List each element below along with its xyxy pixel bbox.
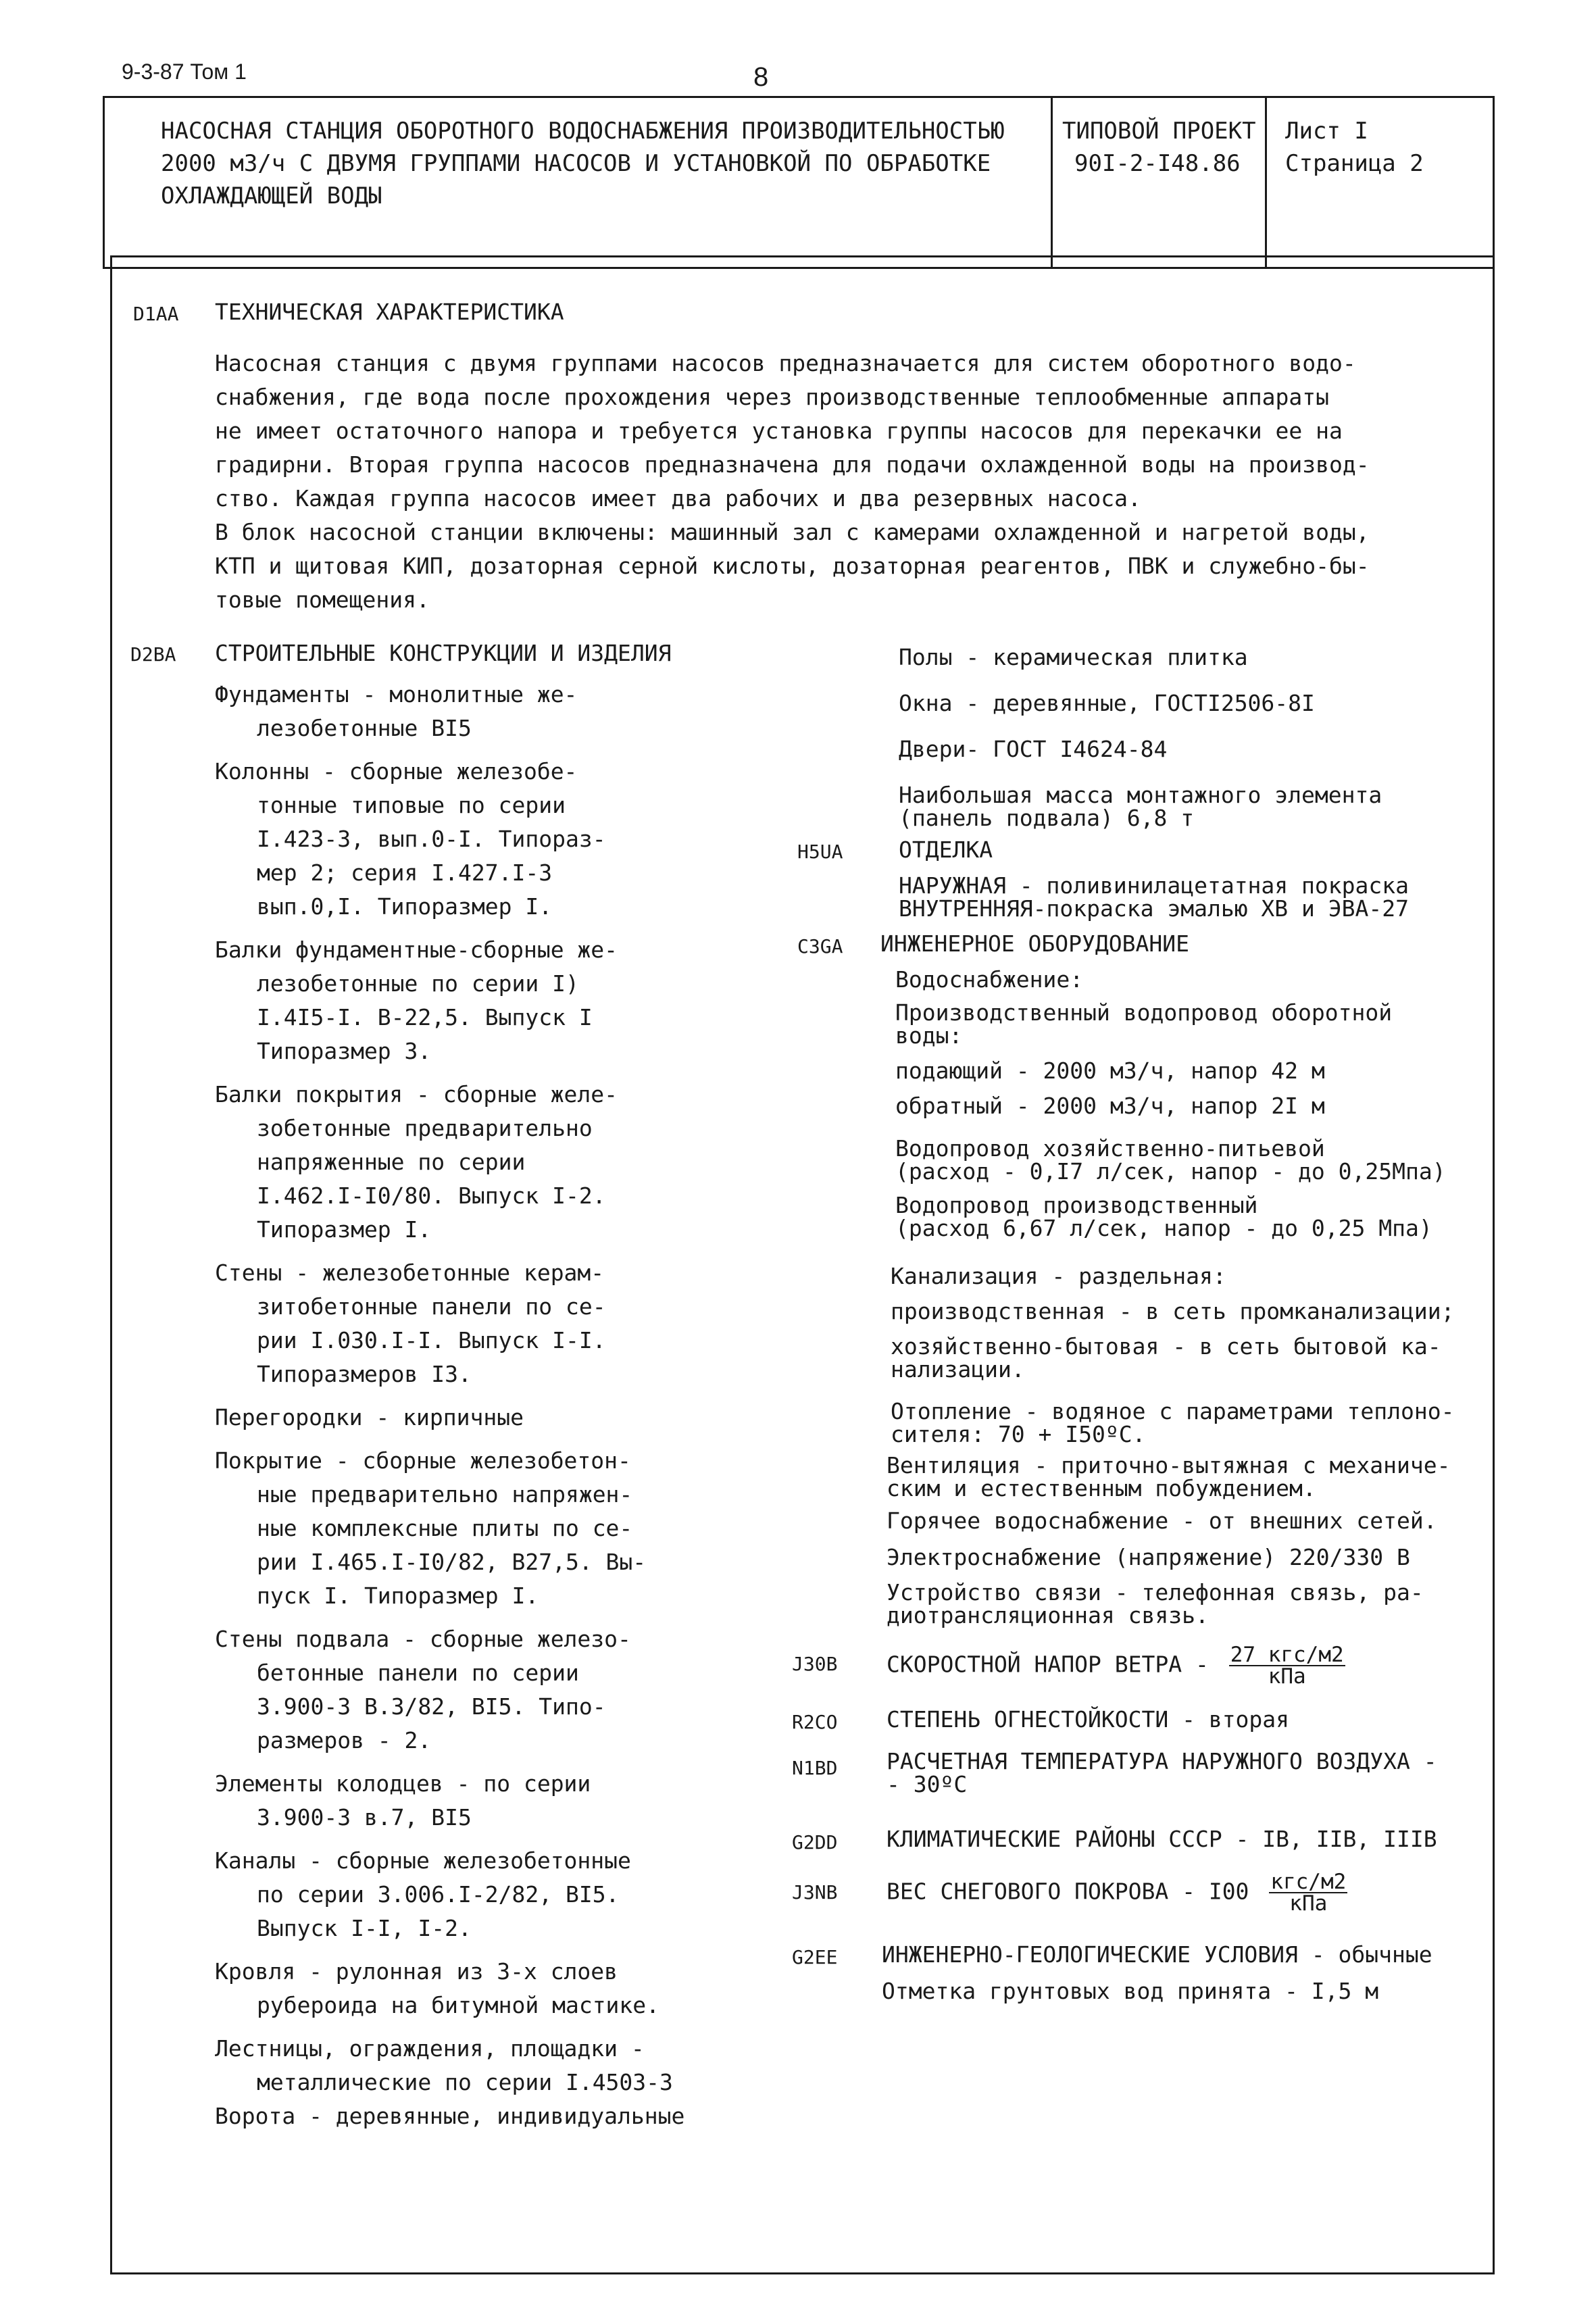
project-id xyxy=(1062,115,1256,180)
page-number: 8 xyxy=(753,62,769,92)
doors-spec: Двери- ГОСТ I4624-84 xyxy=(899,736,1168,762)
construction-item: Стены - железобетонные керам- зитобетонные панели по се- рии I.030.I-I. Выпуск I-I. Типоразмеров I3. xyxy=(215,1260,606,1387)
construction-item: Перегородки - кирпичные xyxy=(215,1404,524,1430)
section-code-r2co: R2CO xyxy=(792,1711,838,1733)
project-title-line: ОХЛАЖДАЮЩЕЙ ВОДЫ xyxy=(161,182,382,209)
title-divider-2 xyxy=(1265,96,1267,269)
wind-pressure xyxy=(887,1645,1345,1687)
construction-item: Каналы - сборные железобетонные по серии 3.006.I-2/82, BI5. Выпуск I-I, I-2. xyxy=(215,1847,631,1941)
max-element-mass: Наибольшая масса монтажного элемента (панель подвала) 6,8 т xyxy=(899,782,1382,831)
sheet-info xyxy=(1285,115,1424,180)
section-code-j30b: J30B xyxy=(792,1653,838,1675)
floors-spec: Полы - керамическая плитка xyxy=(899,644,1248,670)
communications-spec: Устройство связи - телефонная связь, ра- диотрансляционная связь. xyxy=(887,1579,1424,1628)
section-code-d1aa: D1AA xyxy=(133,303,179,325)
project-label: ТИПОВОЙ ПРОЕКТ xyxy=(1062,118,1256,145)
paragraph-line: В блок насосной станции включены: машинный зал с камерами охлажденной и нагретой воды, xyxy=(215,519,1370,545)
technical-description xyxy=(215,347,1370,617)
project-number: 90I-2-I48.86 xyxy=(1074,150,1241,177)
section-heading-c3ga: ИНЖЕНЕРНОЕ ОБОРУДОВАНИЕ xyxy=(880,930,1189,957)
supply-line: подающий - 2000 м3/ч, напор 42 м xyxy=(895,1057,1325,1084)
snow-load xyxy=(887,1872,1347,1914)
paragraph-line: КТП и щитовая КИП, дозаторная серной кислоты, дозаторная реагентов, ПВК и служебно-бы- xyxy=(215,553,1370,579)
industrial-water: Водопровод производственный (расход 6,67 л/сек, напор - до 0,25 Мпа) xyxy=(895,1192,1432,1241)
ventilation-spec: Вентиляция - приточно-вытяжная с механиче- ским и естественным побуждением. xyxy=(887,1452,1451,1501)
sewerage-label: Канализация - раздельная: xyxy=(891,1263,1226,1289)
snow-load-value: $\frac{\text{кгс/м2}}{\text{кПа}}$ xyxy=(1270,1870,1347,1916)
project-title-line: 2000 м3/ч С ДВУМЯ ГРУППАМИ НАСОСОВ И УСТАНОВКОЙ ПО ОБРАБОТКЕ xyxy=(161,150,991,177)
paragraph-line: снабжения, где вода после прохождения через производственные теплообменные аппараты xyxy=(215,384,1330,410)
sewerage-production: производственная - в сеть промканализации; xyxy=(891,1298,1455,1324)
geological-conditions: ИНЖЕНЕРНО-ГЕОЛОГИЧЕСКИЕ УСЛОВИЯ - обычные xyxy=(882,1941,1432,1968)
groundwater-level: Отметка грунтовых вод принята - I,5 м xyxy=(882,1978,1379,2004)
project-title-line: НАСОСНАЯ СТАНЦИЯ ОБОРОТНОГО ВОДОСНАБЖЕНИЯ ПРОИЗВОДИТЕЛЬНОСТЬЮ xyxy=(161,118,1005,145)
constructions-list xyxy=(215,678,684,2133)
section-code-j3nb: J3NB xyxy=(792,1881,838,1903)
construction-item: Покрытие - сборные железобетон- ные предварительно напряжен- ные комплексные плиты по се- рии I.465.I-I0/82, B27,5. Вы- пуск I. Типоразмер I. xyxy=(215,1447,647,1609)
section-heading-h5ua: ОТДЕЛКА xyxy=(899,837,993,863)
design-temperature: РАСЧЕТНАЯ ТЕМПЕРАТУРА НАРУЖНОГО ВОЗДУХА - - 30ºC xyxy=(887,1748,1437,1797)
water-supply-label: Водоснабжение: xyxy=(895,966,1084,993)
construction-item: Балки покрытия - сборные желе- зобетонные предварительно напряженные по серии I.462.I-I0/80. Выпуск I-2. Типоразмер I. xyxy=(215,1081,618,1243)
fire-resistance: СТЕПЕНЬ ОГНЕСТОЙКОСТИ - вторая xyxy=(887,1706,1290,1733)
section-code-n1bd: N1BD xyxy=(792,1757,838,1779)
construction-item: Колонны - сборные железобе- тонные типовые по серии I.423-3, вып.0-I. Типораз- мер 2; серия I.427.I-3 вып.0,I. Типоразмер I. xyxy=(215,758,606,920)
wind-pressure-value: $\frac{\text{27 кгс/м2}}{\text{кПа}}$ xyxy=(1230,1643,1344,1689)
doc-reference: 9-3-87 Том 1 xyxy=(122,59,247,84)
section-heading-d2ba: СТРОИТЕЛЬНЫЕ КОНСТРУКЦИИ И ИЗДЕЛИЯ xyxy=(215,640,672,666)
paragraph-line: товые помещения. xyxy=(215,587,430,613)
hot-water-spec: Горячее водоснабжение - от внешних сетей. xyxy=(887,1508,1437,1534)
construction-item: Стены подвала - сборные железо- бетонные панели по серии 3.900-3 В.3/82, BI5. Типо- размеров - 2. xyxy=(215,1626,631,1753)
section-heading-d1aa: ТЕХНИЧЕСКАЯ ХАРАКТЕРИСТИКА xyxy=(215,299,564,325)
power-supply-spec: Электроснабжение (напряжение) 220/330 В xyxy=(887,1544,1410,1570)
project-title xyxy=(161,115,1005,212)
paragraph-line: не имеет остаточного напора и требуется установка группы насосов для перекачки ее на xyxy=(215,418,1343,444)
drinking-water: Водопровод хозяйственно-питьевой (расход - 0,I7 л/сек, напор - до 0,25Мпа) xyxy=(895,1135,1446,1185)
heating-spec: Отопление - водяное с параметрами теплоно- сителя: 70 + I50ºC. xyxy=(891,1398,1455,1447)
production-water: Производственный водопровод оборотной воды: xyxy=(895,999,1393,1049)
windows-spec: Окна - деревянные, ГОСТI2506-8I xyxy=(899,690,1315,716)
section-code-g2dd: G2DD xyxy=(792,1831,838,1853)
section-code-g2ee: G2EE xyxy=(792,1946,838,1968)
wind-pressure-label: СКОРОСТНОЙ НАПОР ВЕТРА - xyxy=(887,1651,1209,1678)
climate-regions: КЛИМАТИЧЕСКИЕ РАЙОНЫ СССР - IB, IIB, IIIB xyxy=(887,1826,1437,1852)
construction-item: Балки фундаментные-сборные же- лезобетонные по серии I) I.4I5-I. B-22,5. Выпуск I Типоразмер 3. xyxy=(215,937,618,1064)
snow-load-label: ВЕС СНЕГОВОГО ПОКРОВА - I00 xyxy=(887,1878,1249,1905)
section-code-c3ga: C3GA xyxy=(797,935,843,957)
sewerage-domestic: хозяйственно-бытовая - в сеть бытовой ка- нализации. xyxy=(891,1333,1441,1383)
construction-item: Элементы колодцев - по серии 3.900-3 в.7, BI5 xyxy=(215,1770,591,1831)
page-label: Страница 2 xyxy=(1285,150,1424,177)
sheet-number: Лист I xyxy=(1285,118,1368,145)
construction-item: Лестницы, ограждения, площадки - металлические по серии I.4503-3 xyxy=(215,2035,673,2095)
paragraph-line: градирни. Вторая группа насосов предназначена для подачи охлажденной воды на производ- xyxy=(215,451,1370,478)
paragraph-line: ство. Каждая группа насосов имеет два рабочих и два резервных насоса. xyxy=(215,485,1141,512)
title-divider-1 xyxy=(1051,96,1053,269)
construction-item: Кровля - рулонная из 3-х слоев рубероида на битумной мастике. xyxy=(215,1958,660,2018)
section-code-h5ua: H5UA xyxy=(797,841,843,863)
paragraph-line: Насосная станция с двумя группами насосов предназначается для систем оборотного водо- xyxy=(215,350,1356,376)
return-line: обратный - 2000 м3/ч, напор 2I м xyxy=(895,1093,1325,1119)
finishing-spec: НАРУЖНАЯ - поливинилацетатная покраска ВНУТРЕННЯЯ-покраска эмалью ХВ и ЭВА-27 xyxy=(899,872,1409,922)
section-code-d2ba: D2BA xyxy=(130,643,176,666)
construction-item: Ворота - деревянные, индивидуальные xyxy=(215,2103,685,2129)
construction-item: Фундаменты - монолитные же- лезобетонные BI5 xyxy=(215,681,578,741)
